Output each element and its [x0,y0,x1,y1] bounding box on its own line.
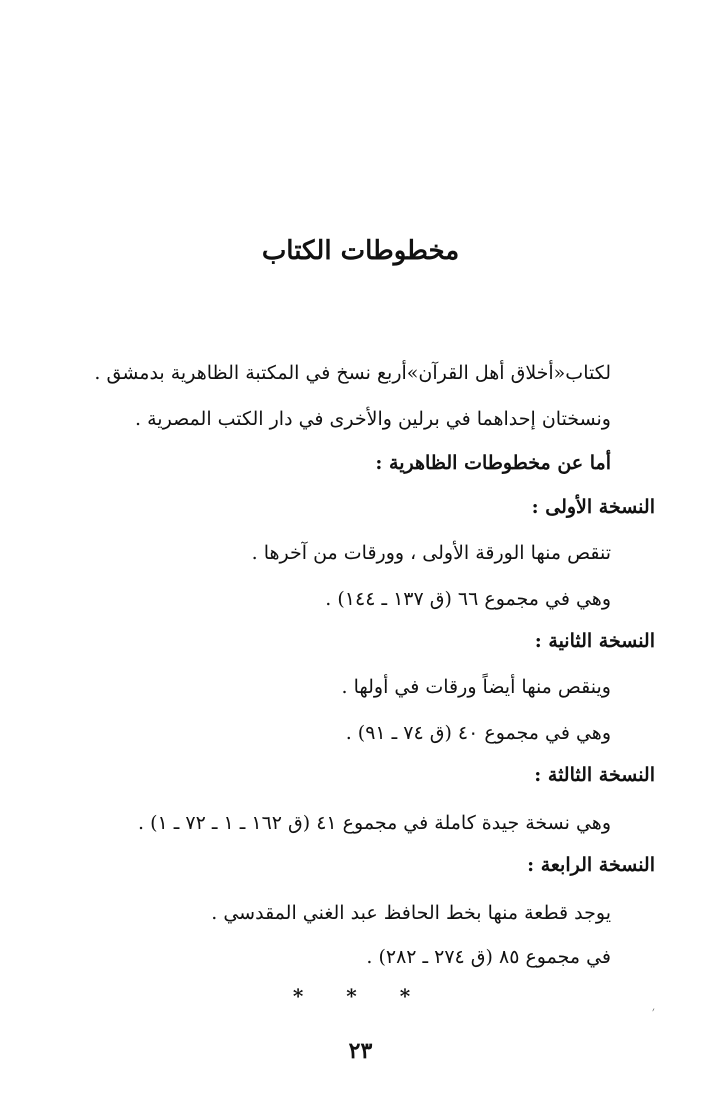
copy-heading: النسخة الثانية : [534,630,655,652]
copy-heading: النسخة الرابعة : [527,854,655,876]
copy-heading: النسخة الثالثة : [534,764,655,786]
copy-line: تنقص منها الورقة الأولى ، وورقات من آخرها . [251,542,611,564]
margin-mark: ׳ [652,1004,655,1018]
copy-line: وهي نسخة جيدة كاملة في مجموع ٤١ (ق ١٦٢ ـ ١ ـ ٧٢ ـ ١) . [138,812,611,834]
copy-line: وهي في مجموع ٤٠ (ق ٧٤ ـ ٩١) . [345,722,611,744]
page-title: مخطوطات الكتاب [261,236,460,266]
paragraph-line: لكتاب«أخلاق أهل القرآن»أربع نسخ في المكتبة الظاهرية بدمشق . [94,362,611,384]
copy-line: يوجد قطعة منها بخط الحافظ عبد الغني المقدسي . [211,902,611,924]
copy-line: وهي في مجموع ٦٦ (ق ١٣٧ ـ ١٤٤) . [325,588,611,610]
paragraph-line: أما عن مخطوطات الظاهرية : [375,452,611,474]
copy-heading: النسخة الأولى : [531,496,655,518]
paragraph-line: ونسختان إحداهما في برلين والأخرى في دار الكتب المصرية . [135,408,611,430]
copy-line: في مجموع ٨٥ (ق ٢٧٤ ـ ٢٨٢) . [366,946,611,968]
section-separator: * * * [292,984,429,1008]
copy-line: وينقص منها أيضاً ورقات في أولها . [341,676,611,698]
page-number: ٢٣ [348,1038,373,1064]
